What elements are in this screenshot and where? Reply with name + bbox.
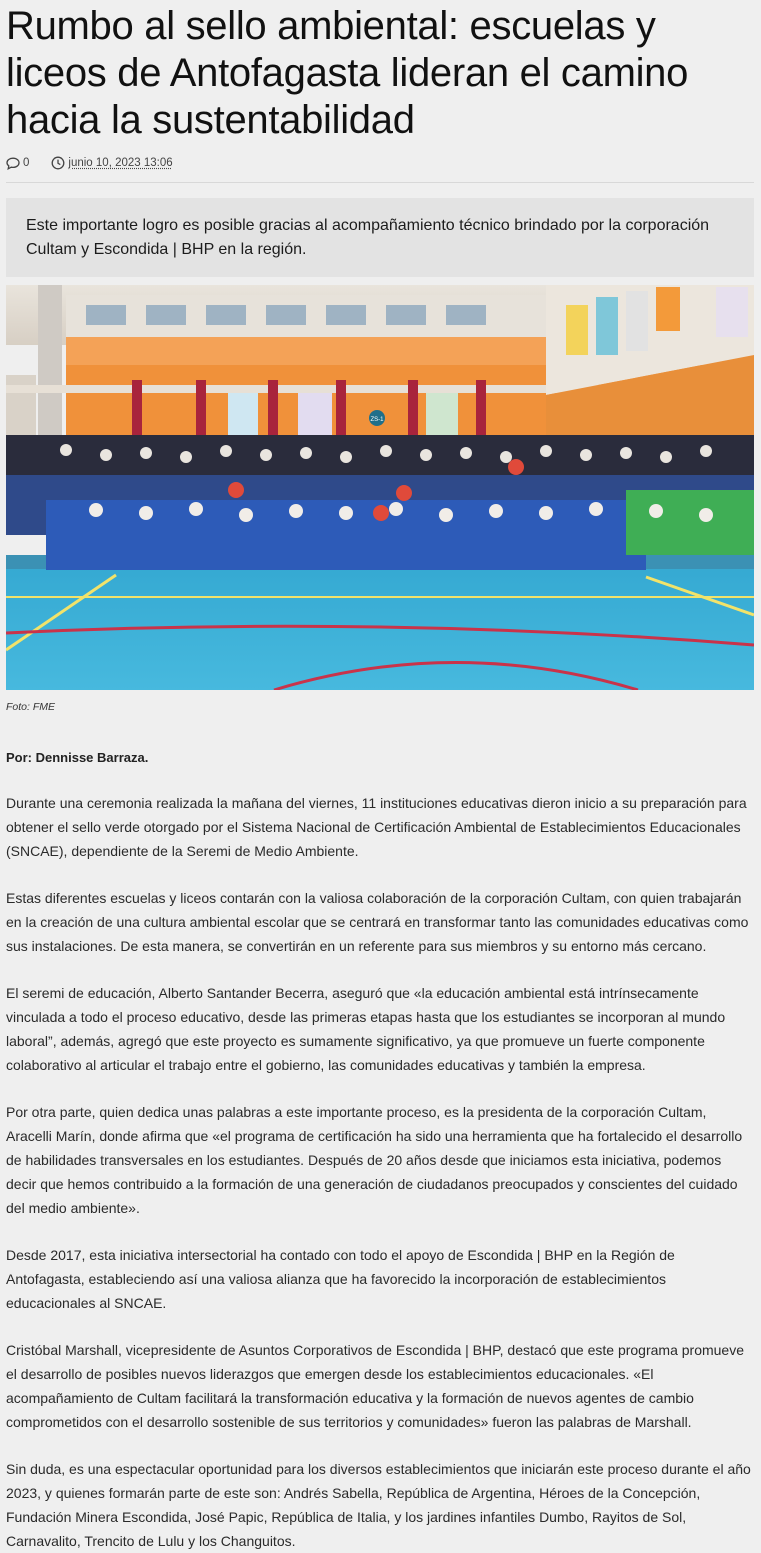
comments-link[interactable] — [6, 157, 29, 170]
article-author: Por: Dennisse Barraza. — [6, 750, 149, 765]
photo-sign: ZS-1 — [370, 417, 384, 423]
paragraph: Por otra parte, quien dedica unas palabras a este importante proceso, es la presidenta de la corporación Cultam, Aracelli Marín, donde afirma que «el programa de certificación ha sido una herramienta que ha fortalecido el desarrollo de habilidades transversales en los estudiantes. Después de 20 años desde que iniciamos esta iniciativa, podemos decir que hemos contribuido a la formación de una generación de ciudadanos preocupados y conscientes del cuidado del medio ambiente». — [6, 1104, 743, 1216]
paragraph: Durante una ceremonia realizada la mañana del viernes, 11 instituciones educativas dieron inicio a su preparación para obtener el sello verde otorgado por el Sistema Nacional de Certificación Ambiental de Establecimientos Educacionales (SNCAE), dependiente de la Seremi de Medio Ambiente. — [6, 795, 747, 859]
comment-bubble-icon — [6, 157, 20, 170]
article-lead: Este importante logro es posible gracias al acompañamiento técnico brindado por la corporación Cultam y Escondida | BHP en la región. — [6, 198, 754, 277]
clock-icon — [51, 156, 65, 170]
article-photo — [6, 285, 754, 690]
paragraph: Sin duda, es una espectacular oportunidad para los diversos establecimientos que iniciarán este proceso durante el año 2023, y quienes formarán parte de este son: Andrés Sabella, República de Argentina, Héroes de la Concepción, Fundación Minera Escondida, José Papic, República de Italia, y los jardines infantiles Dumbo, Rayitos de Sol, Carnavalito, Trencito de Lulu y los Changuitos. — [6, 1461, 751, 1549]
paragraph: Desde 2017, esta iniciativa intersectorial ha contado con todo el apoyo de Escondida | BHP en la Región de Antofagasta, estableciendo así una valiosa alianza que ha favorecido la incorporación de establecimientos educacionales al SNCAE. — [6, 1247, 675, 1311]
paragraph: Cristóbal Marshall, vicepresidente de Asuntos Corporativos de Escondida | BHP, destacó que este programa promueve el desarrollo de posibles nuevos liderazgos que emergen desde los establecimientos educacionales. «El acompañamiento de Cultam facilitará la transformación educativa y la formación de nuevos agentes de cambio comprometidos con el desarrollo sostenible de sus territorios y comunidades» fueron las palabras de Marshall. — [6, 1342, 745, 1430]
paragraph: Estas diferentes escuelas y liceos contarán con la valiosa colaboración de la corporación Cultam, con quien trabajarán en la creación de una cultura ambiental escolar que se centrará en transformar tanto las comunidades educativas como sus instalaciones. De esta manera, se convertirán en un referente para sus miembros y su entorno más cercano. — [6, 890, 749, 954]
article-meta — [6, 152, 754, 183]
publish-date — [51, 156, 172, 170]
article-title: Rumbo al sello ambiental: escuelas y liceos de Antofagasta lideran el camino hacia la sustentabilidad — [6, 4, 689, 142]
comment-count: 0 — [23, 157, 30, 169]
article-body — [6, 791, 754, 1553]
date-text[interactable]: junio 10, 2023 13:06 — [68, 157, 173, 169]
paragraph: El seremi de educación, Alberto Santander Becerra, aseguró que «la educación ambiental está intrínsecamente vinculada a todo el proceso educativo, desde las primeras etapas hasta que los estudiantes se incorporan al mundo laboral”, además, agregó que este proyecto es sumamente significativo, ya que promueve un fuerte componente colaborativo al articular el trabajo entre el gobierno, las comunidades educativas y también la empresa. — [6, 985, 726, 1073]
photo-caption: Foto: FME — [6, 701, 56, 713]
